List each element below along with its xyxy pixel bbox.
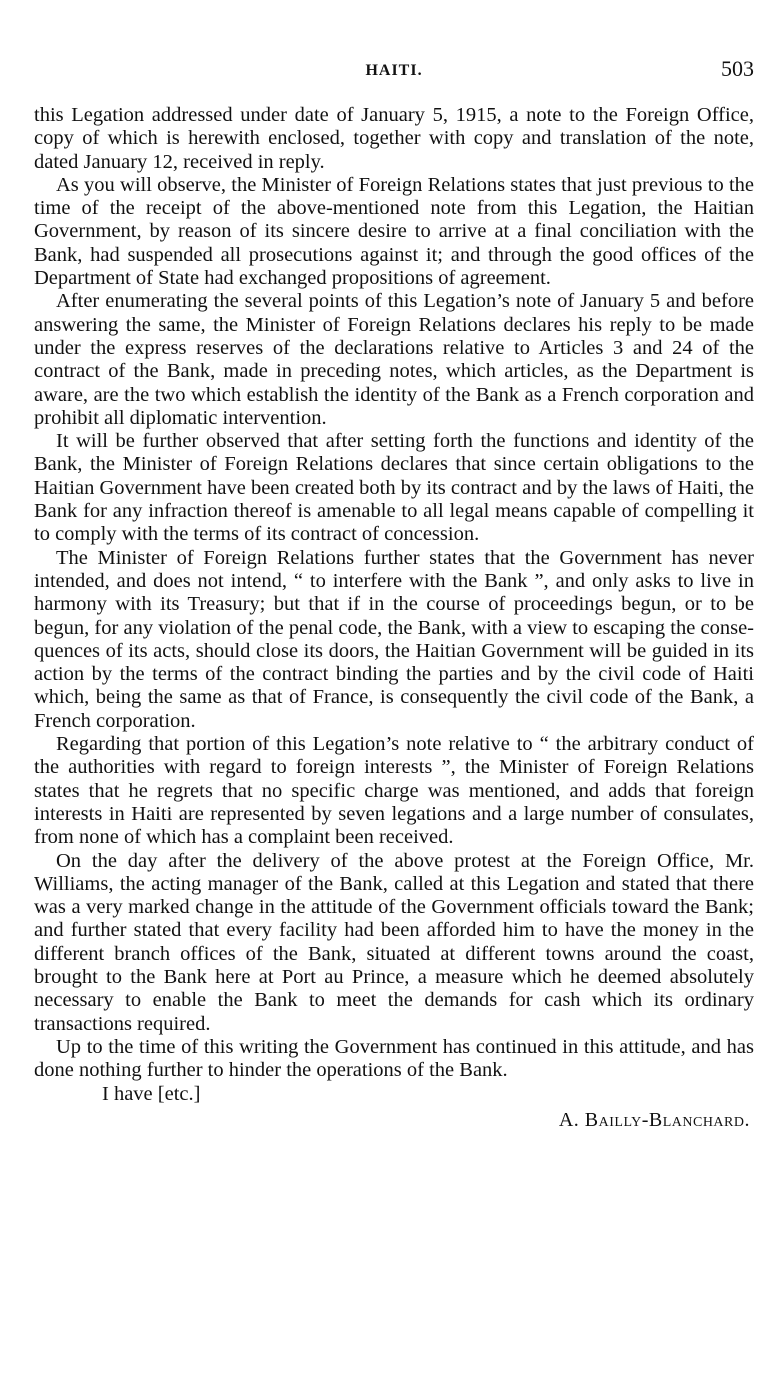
page-number: 503 [721, 56, 754, 81]
paragraph-2: As you will observe, the Minister of Foreign Relations states that just previous to the time of the receipt of the above-mentioned note from this Legation, the Haitian Government, by reason of its sincere desire to arrive at a final conciliation with the Bank, had suspended all prosecutions against it; and through the good offices of the Department of State had exchanged propositions of agreement. [34, 173, 754, 290]
paragraph-5: The Minister of Foreign Relations further states that the Government has never intended, and does not intend, “ to interfere with the Bank ”, and only asks to live in harmony with its Treasury; but that if in the course of proceedings begun, or to be begun, for any violation of the penal code, the Bank, with a view to escaping the consequences of its acts, should close its doors, the Haitian Government will be guided in its action by the terms of the contract binding the parties and by the civil code of Haiti which, being the same as that of France, is consequently the civil code of the Bank, a French corporation. [34, 546, 754, 732]
document-page [34, 56, 754, 1132]
running-header [34, 56, 754, 88]
paragraph-3: After enumerating the several points of this Legation’s note of January 5 and before answering the same, the Minister of Foreign Relations declares his reply to be made under the express reserves of the declarations relative to Articles 3 and 24 of the contract of the Bank, made in preceding notes, which articles, as the Department is aware, are the two which establish the identity of the Bank as a French corporation and prohibit all diplomatic intervention. [34, 290, 754, 429]
paragraph-6: Regarding that portion of this Legation’s note relative to “ the arbitrary conduct of the authorities with regard to foreign interests ”, the Minister of Foreign Relations states that he regrets that no specific charge was mentioned, and adds that foreign interests in Haiti are represented by seven legations and a large number of consulates, from none of which has a complaint been received. [34, 733, 754, 849]
paragraph-1: this Legation addressed under date of January 5, 1915, a note to the Foreign Office, copy of which is herewith enclosed, together with copy and translation of the note, dated January 12, received in reply. [34, 104, 754, 173]
paragraph-7: On the day after the delivery of the above protest at the Foreign Office, Mr. Williams, the acting manager of the Bank, called at this Legation and stated that there was a very marked change in the attitude of the Government officials toward the Bank; and further stated that every facility had been afforded him to have the money in the different branch offices of the Bank, situated at different towns around the coast, brought to the Bank here at Port au Prince, a measure which he deemed absolutely necessary to enable the Bank to meet the demands for cash which its ordinary transactions required. [34, 849, 754, 1035]
signature-name: A. Bailly-Blanchard. [558, 1109, 750, 1132]
running-title: HAITI. [365, 62, 423, 79]
paragraph-8: Up to the time of this writing the Government has continued in this attitude, and has done nothing further to hinder the operations of the Bank. [34, 1035, 754, 1082]
paragraph-4: It will be further observed that after setting forth the functions and identity of the Bank, the Minister of Foreign Relations declares that since certain obligations to the Haitian Government have been created both by its contract and by the laws of Haiti, the Bank for any infraction thereof is amenable to all legal means capable of compelling it to comply with the terms of its contract of concession. [34, 430, 754, 546]
signature [34, 1108, 754, 1132]
closing-line: I have [etc.] [102, 1083, 201, 1106]
letter-body [34, 104, 754, 1082]
